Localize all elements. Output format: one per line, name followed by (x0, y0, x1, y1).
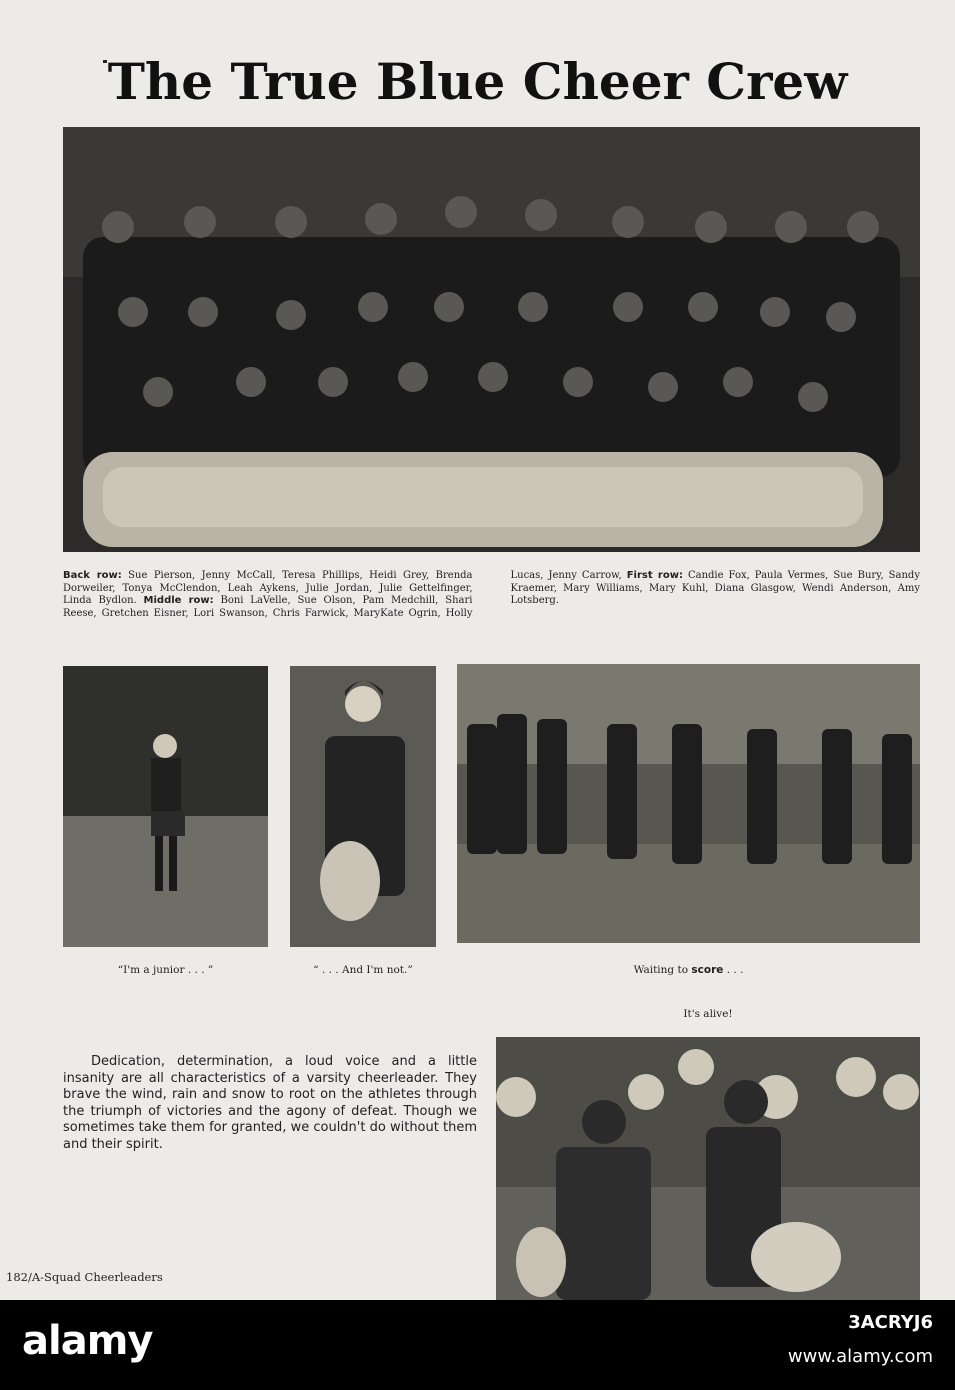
cheerleader-pompom-photo (290, 666, 436, 947)
waiting-caption-ellipsis: . . . (723, 964, 744, 976)
body-paragraph: Dedication, determination, a loud voice and a little insanity are all characteristics of a varsity cheerleader. They brave the wind, rain and snow to root on the athletes through the triumph of victories and the agony of defeat. Though we sometimes take them for granted, we couldn't do without them and their spirit. (63, 1054, 477, 1152)
not-caption: “ . . . And I'm not.” (313, 964, 413, 976)
alive-caption: It's alive! (683, 1008, 733, 1020)
back-row-label: Back row: (63, 570, 122, 581)
waiting-caption-text: Waiting to (633, 964, 692, 976)
site-url: www.alamy.com (787, 1346, 933, 1367)
middle-row-label: Middle row: (143, 595, 214, 606)
middle-row-names: Boni LaVelle, Sue Olson, Pam Medchill, Shari Reese, Gretchen Eisner, Lori Swanson, Chris Farwick, MaryKate Ogrin, Holly Lucas, Jenny Carrow, (63, 570, 627, 619)
alamy-logo: alamy (22, 1318, 153, 1364)
page-footer: 182/A-Squad Cheerleaders (6, 1270, 163, 1284)
back-row-names: Sue Pierson, Jenny McCall, Teresa Phillips, Heidi Grey, Brenda Dorweiler, Tonya McClendon, Leah Aykens, Julie Jordan, Julie Gettelfinger, Linda Bydlon. (63, 570, 473, 606)
crowd-photo (496, 1037, 920, 1300)
page-title: The True Blue Cheer Crew (107, 52, 848, 111)
waiting-caption (457, 964, 920, 976)
first-row-names: Candie Fox, Paula Vermes, Sue Bury, Sandy Kraemer, Mary Williams, Mary Kuhl, Diana Glasgow, Wendi Anderson, Amy Lotsberg. (510, 570, 920, 606)
team-caption (63, 570, 920, 620)
cheerleaders-waiting-photo (457, 664, 920, 943)
image-id: 3ACRYJ6 (848, 1312, 933, 1333)
team-photo (63, 127, 920, 552)
junior-caption: “I'm a junior . . . ” (117, 964, 214, 976)
cheerleader-junior-photo (63, 666, 268, 947)
waiting-caption-bold: score (691, 964, 724, 976)
first-row-label: First row: (626, 570, 683, 581)
